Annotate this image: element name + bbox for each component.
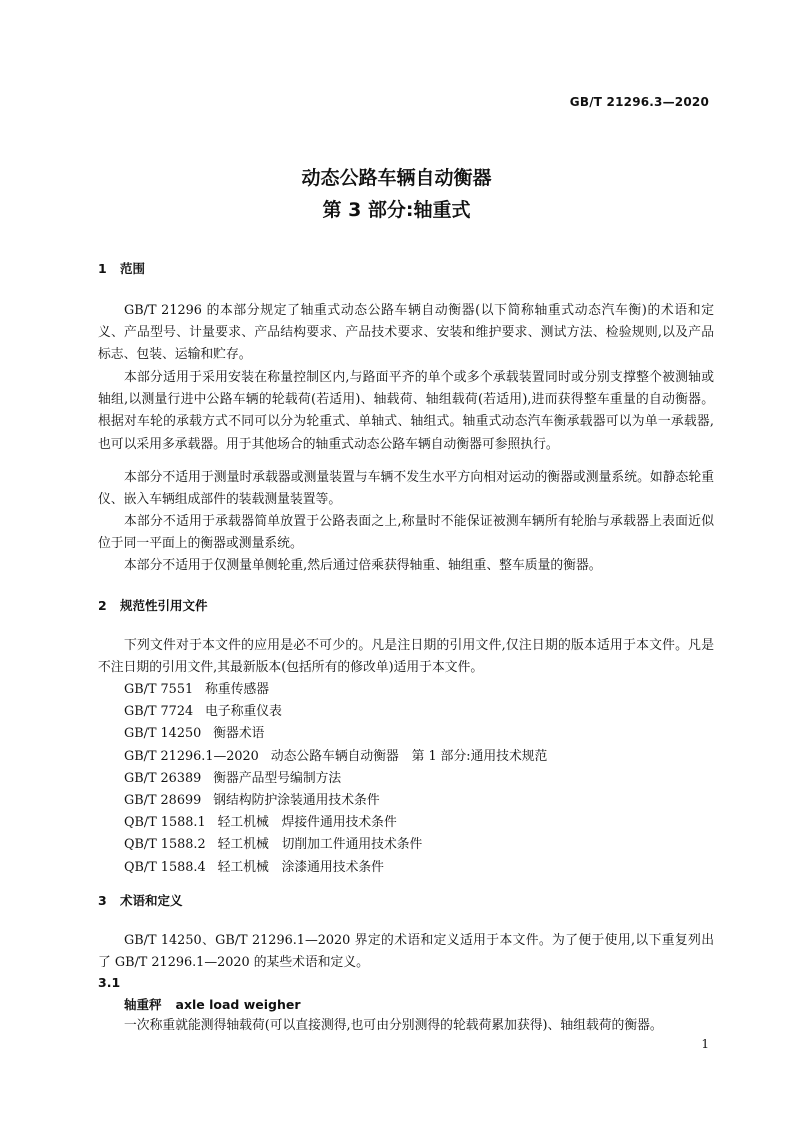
section-number: 1 bbox=[98, 261, 107, 276]
reference-code: QB/T 1588.1 bbox=[124, 815, 206, 831]
section-title: 术语和定义 bbox=[120, 893, 183, 908]
reference-title: 称重传感器 bbox=[205, 682, 270, 697]
list-item bbox=[124, 768, 714, 790]
reference-code: GB/T 28699 bbox=[124, 793, 202, 809]
section-title: 规范性引用文件 bbox=[120, 598, 208, 613]
reference-code: QB/T 1588.4 bbox=[124, 859, 206, 875]
reference-title: 轻工机械 切削加工件通用技术条件 bbox=[217, 837, 423, 853]
reference-title: 衡器产品型号编制方法 bbox=[213, 770, 342, 786]
document-title: 动态公路车辆自动衡器 bbox=[301, 167, 492, 189]
reference-code: GB/T 7724 bbox=[124, 704, 194, 720]
paragraph: GB/T 21296 的本部分规定了轴重式动态公路车辆自动衡器(以下简称轴重式动态汽车衡)的术语和定义、产品型号、计量要求、产品结构要求、产品技术要求、安装和维护要求、测试方法、检验规则,以及产品标志、包装、运输和贮存。 bbox=[98, 303, 714, 363]
paragraph: 本部分不适用于承载器简单放置于公路表面之上,称量时不能保证被测车辆所有轮胎与承载器上表面近似位于同一平面上的衡器或测量系统。 bbox=[98, 514, 714, 552]
list-item bbox=[124, 701, 714, 723]
section-number: 2 bbox=[98, 598, 107, 613]
paragraph: 本部分不适用于测量时承载器或测量装置与车辆不发生水平方向相对运动的衡器或测量系统。如静态轮重仪、嵌入车辆组成部件的装载测量装置等。 bbox=[98, 470, 714, 508]
page-number: 1 bbox=[701, 1037, 709, 1051]
paragraph: 本部分适用于采用安装在称量控制区内,与路面平齐的单个或多个承载装置同时或分别支撑整个被测轴或轴组,以测量行进中公路车辆的轮载荷(若适用)、轴载荷、轴组载荷(若适用),进而获得整车重量的自动衡器。根据对车轮的承载方式不同可以分为轮重式、单轴式、轴组式。轴重式动态汽车衡承载器可以为单一承载器,也可以采用多承载器。用于其他场合的轴重式动态公路车辆自动衡器可参照执行。 bbox=[98, 370, 714, 452]
reference-title: 轻工机械 焊接件通用技术条件 bbox=[217, 815, 397, 831]
term-name-en: axle load weigher bbox=[175, 997, 301, 1012]
list-item bbox=[124, 857, 714, 879]
reference-title: 衡器术语 bbox=[213, 726, 265, 742]
reference-code: GB/T 14250 bbox=[124, 726, 202, 742]
term-name bbox=[124, 995, 301, 1015]
section-title: 范围 bbox=[120, 261, 146, 276]
list-item bbox=[124, 812, 714, 834]
section-heading-normative-references bbox=[98, 597, 208, 615]
list-item bbox=[124, 679, 714, 701]
list-item bbox=[124, 723, 714, 745]
standard-code: GB/T 21296.3—2020 bbox=[569, 95, 709, 109]
reference-title: 动态公路车辆自动衡器 第 1 部分:通用技术规范 bbox=[270, 748, 548, 764]
reference-code: GB/T 21296.1—2020 bbox=[124, 748, 259, 764]
reference-code: GB/T 7551 bbox=[124, 682, 194, 697]
list-item bbox=[124, 746, 714, 768]
section-heading-terms bbox=[98, 892, 183, 910]
list-item bbox=[124, 834, 714, 856]
reference-title: 钢结构防护涂装通用技术条件 bbox=[213, 793, 380, 809]
paragraph: 下列文件对于本文件的应用是必不可少的。凡是注日期的引用文件,仅注日期的版本适用于本文件。凡是不注日期的引用文件,其最新版本(包括所有的修改单)适用于本文件。 bbox=[98, 638, 714, 676]
document-subtitle: 第 3 部分:轴重式 bbox=[322, 199, 471, 221]
paragraph: 本部分不适用于仅测量单侧轮重,然后通过倍乘获得轴重、轴组重、整车质量的衡器。 bbox=[124, 558, 602, 573]
reference-title: 电子称重仪表 bbox=[205, 704, 282, 720]
term-name-zh: 轴重秤 bbox=[124, 997, 162, 1012]
section-number: 3 bbox=[98, 893, 107, 908]
paragraph: GB/T 14250、GB/T 21296.1—2020 界定的术语和定义适用于本文件。为了便于使用,以下重复列出了 GB/T 21296.1—2020 的某些术语和定义。 bbox=[98, 933, 714, 971]
reference-title: 轻工机械 涂漆通用技术条件 bbox=[217, 859, 384, 875]
reference-code: QB/T 1588.2 bbox=[124, 837, 206, 853]
reference-code: GB/T 26389 bbox=[124, 770, 202, 786]
list-item bbox=[124, 790, 714, 812]
section-heading-scope bbox=[98, 260, 145, 278]
term-definition: 一次称重就能测得轴载荷(可以直接测得,也可由分别测得的轮载荷累加获得)、轴组载荷的衡器。 bbox=[124, 1018, 663, 1033]
term-number: 3.1 bbox=[98, 975, 121, 990]
reference-list bbox=[124, 679, 714, 879]
